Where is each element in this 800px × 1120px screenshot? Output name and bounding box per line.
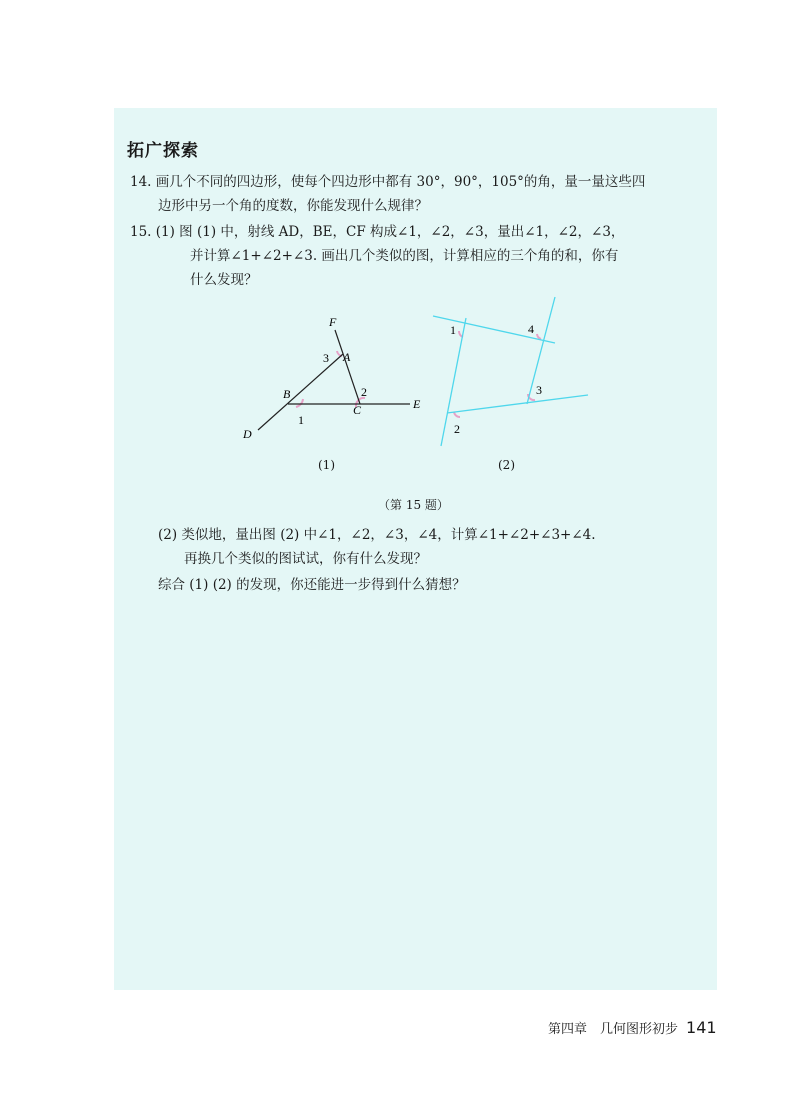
problem-15-line-1: 15. (1) 图 (1) 中，射线 AD，BE，CF 构成∠1，∠2，∠3，量出∠1，∠2，∠3， — [130, 224, 625, 240]
problem-15-part-2-line-2: 再换几个类似的图试试，你有什么发现？ — [184, 551, 427, 567]
problem-14-line-1: 14. 画几个不同的四边形，使每个四边形中都有 30°，90°，105°的角，量一量这些四 — [130, 174, 646, 190]
line-bottom — [447, 395, 588, 413]
figure-1-diagram — [230, 305, 430, 450]
angle-2-arc — [454, 412, 460, 417]
label-E: E — [413, 397, 421, 411]
problem-15-part-2-line-1: (2) 类似地，量出图 (2) 中∠1，∠2，∠3，∠4，计算∠1+∠2+∠3+∠4. — [158, 527, 596, 543]
label-4: 4 — [528, 322, 534, 336]
page-number: 141 — [686, 1018, 717, 1037]
problem-14-line-2: 边形中另一个角的度数，你能发现什么规律？ — [158, 198, 428, 214]
label-3: 3 — [323, 351, 329, 365]
label-2: 2 — [361, 385, 367, 399]
chapter-title: 第四章 几何图形初步 — [548, 1022, 679, 1037]
label-2: 2 — [454, 422, 460, 436]
figure-2-caption: (2) — [498, 458, 515, 472]
label-C: C — [353, 403, 362, 417]
label-1: 1 — [450, 323, 456, 337]
problem-15-line-3: 什么发现？ — [190, 272, 258, 288]
figure-1-caption: (1) — [318, 458, 335, 472]
label-1: 1 — [298, 413, 304, 427]
angle-1-arc — [296, 399, 303, 407]
problem-15-line-2: 并计算∠1+∠2+∠3. 画出几个类似的图，计算相应的三个角的和，你有 — [190, 248, 619, 264]
label-F: F — [329, 315, 337, 329]
label-A: A — [343, 350, 351, 364]
page-footer — [548, 1018, 717, 1037]
section-title: 拓广探索 — [127, 141, 199, 161]
label-3: 3 — [536, 383, 542, 397]
figure-2-diagram — [430, 295, 595, 455]
angle-4-arc — [537, 334, 541, 339]
ray-CF — [335, 330, 360, 404]
figure-caption: （第 15 题） — [378, 498, 449, 512]
problem-15-conclusion: 综合 (1) (2) 的发现，你还能进一步得到什么猜想？ — [158, 577, 466, 593]
label-D: D — [243, 427, 252, 441]
label-B: B — [283, 387, 291, 401]
